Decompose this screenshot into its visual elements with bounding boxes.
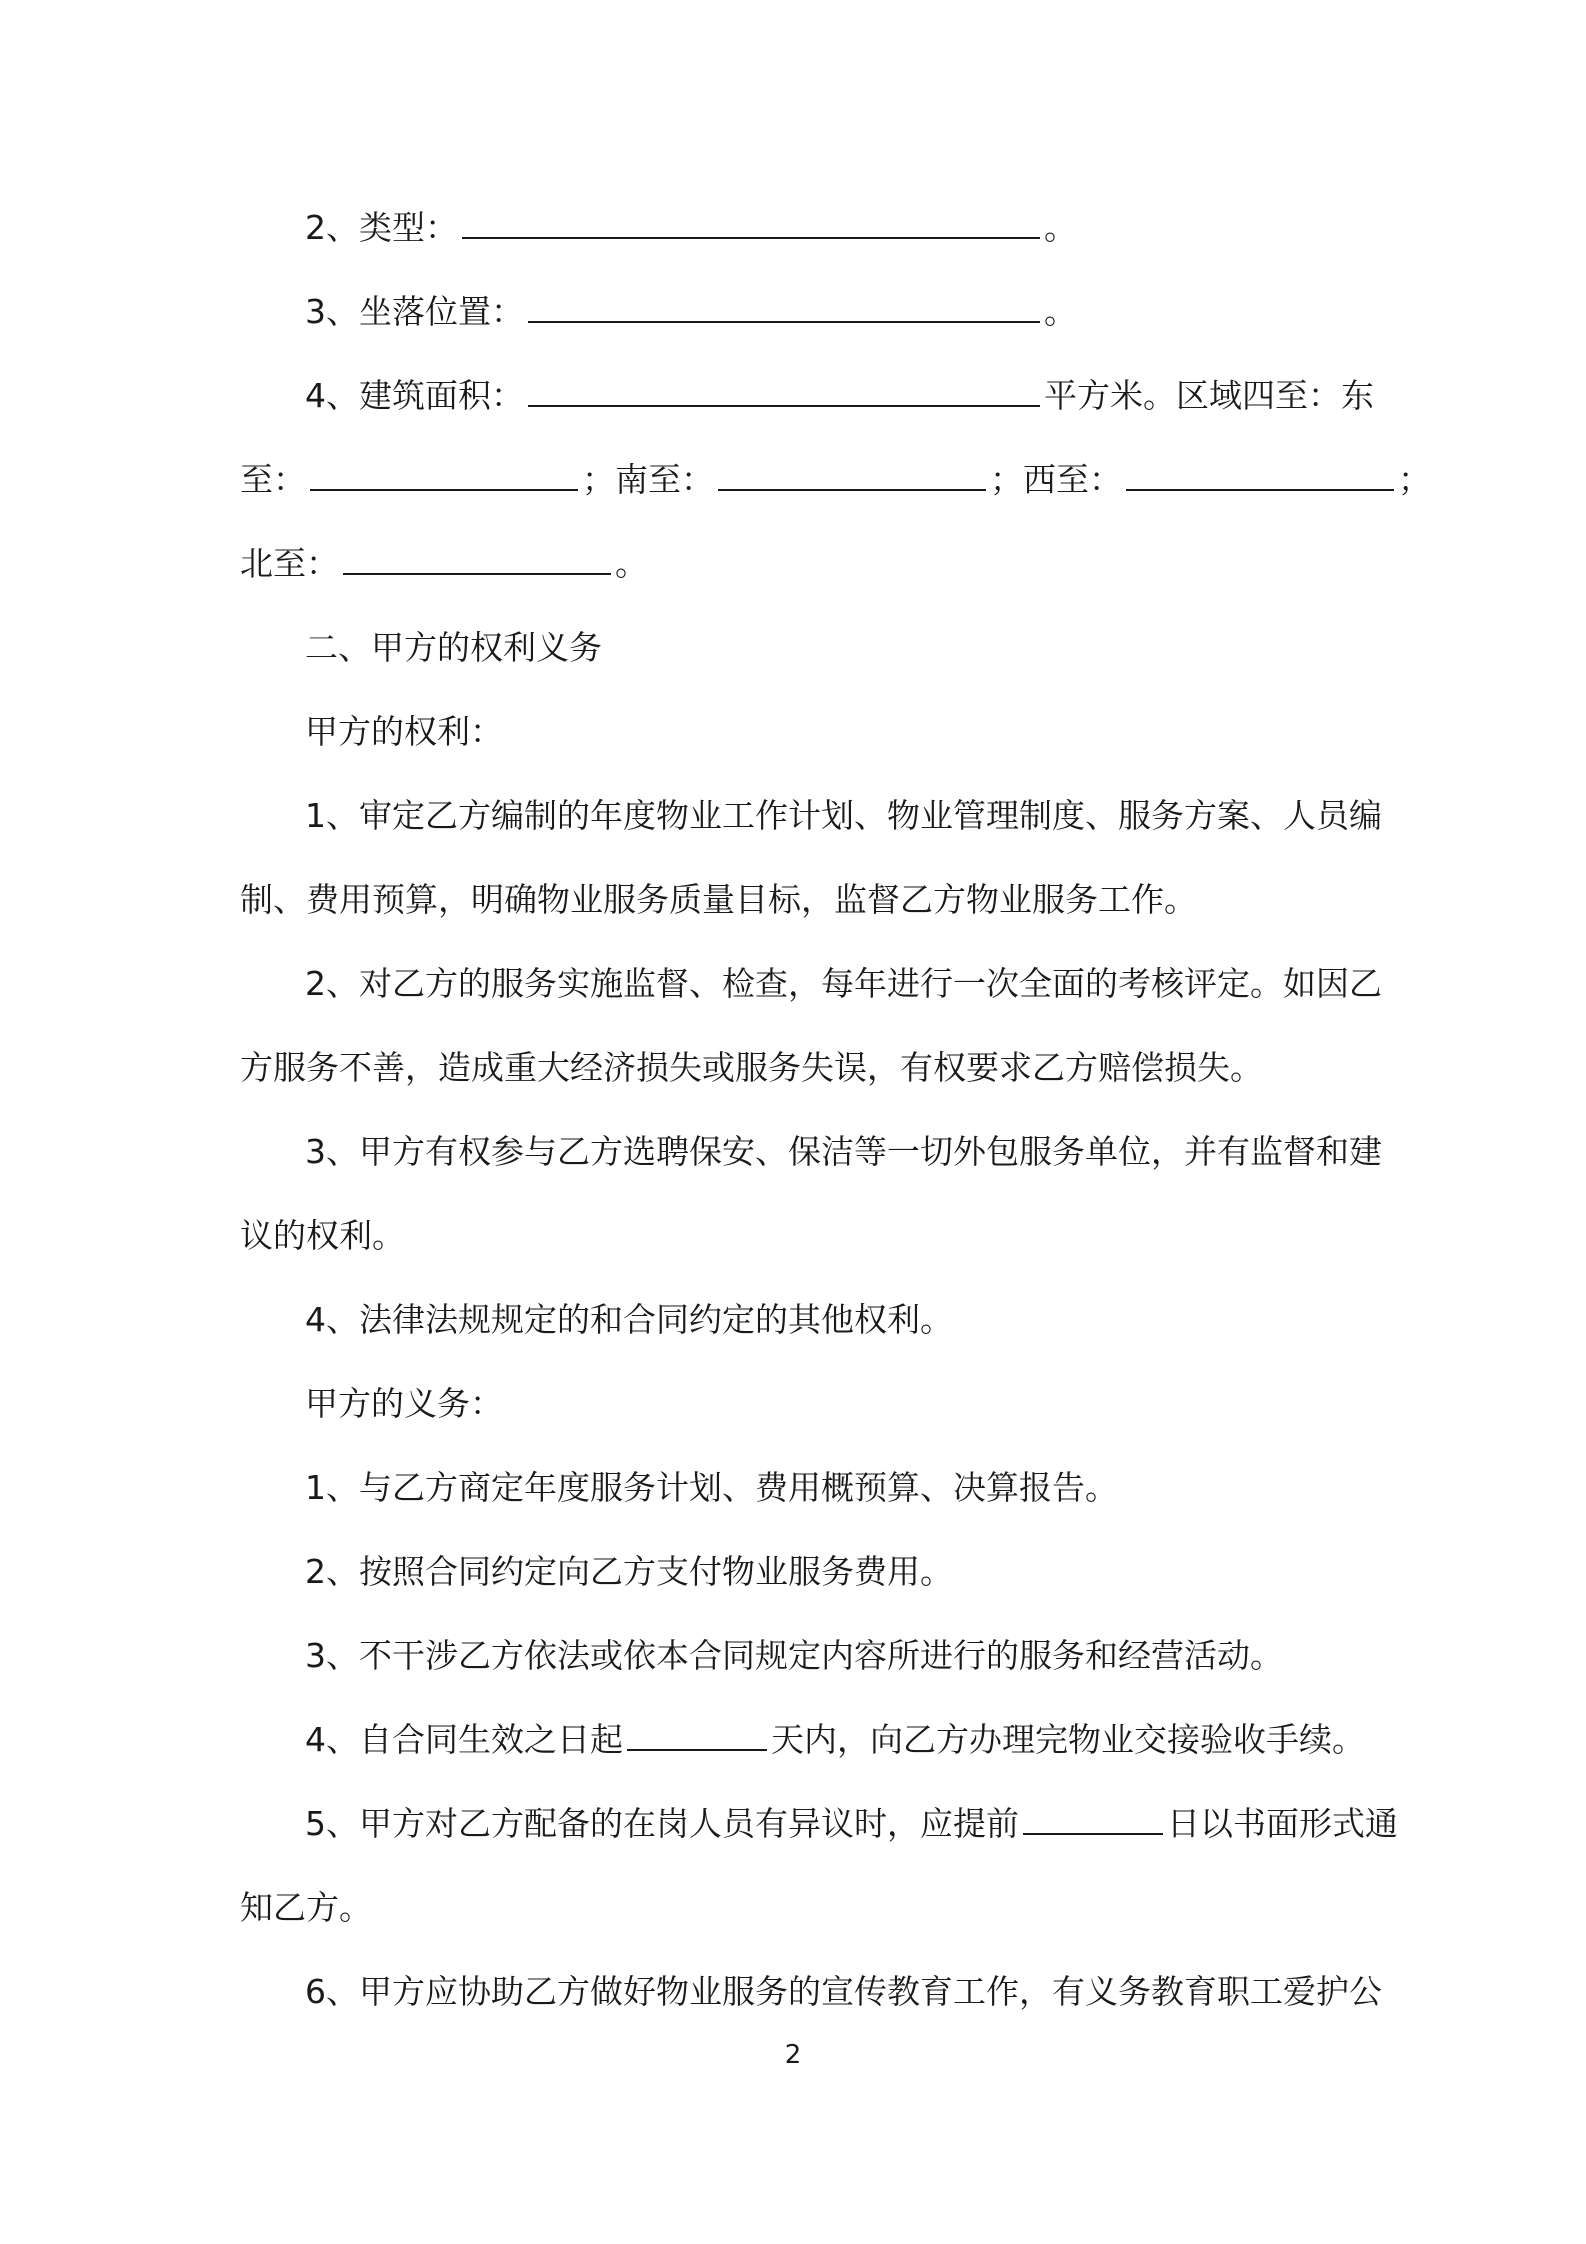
- paragraph-line: 3、不干涉乙方依法或依本合同规定内容所进行的服务和经营活动。: [305, 1636, 1283, 1675]
- east-blank[interactable]: [310, 459, 578, 491]
- item-area: 4、建筑面积： 平方米。区域四至：东: [305, 376, 1374, 415]
- paragraph-line: 3、甲方有权参与乙方选聘保安、保洁等一切外包服务单位，并有监督和建: [305, 1132, 1382, 1171]
- south-blank[interactable]: [718, 459, 986, 491]
- paragraph-line: 6、甲方应协助乙方做好物业服务的宣传教育工作，有义务教育职工爱护公: [305, 1972, 1382, 2011]
- type-blank[interactable]: [462, 207, 1040, 239]
- paragraph-line: 议的权利。: [240, 1216, 405, 1255]
- north-blank[interactable]: [343, 543, 611, 575]
- paragraph-line: 1、与乙方商定年度服务计划、费用概预算、决算报告。: [305, 1468, 1118, 1507]
- paragraph-line: 5、甲方对乙方配备的在岗人员有异议时，应提前 日以书面形式通: [305, 1804, 1398, 1843]
- paragraph-line: 制、费用预算，明确物业服务质量目标，监督乙方物业服务工作。: [240, 880, 1197, 919]
- section-heading: 二、甲方的权利义务: [305, 628, 602, 667]
- location-blank[interactable]: [528, 291, 1040, 323]
- obligations-heading: 甲方的义务：: [305, 1384, 503, 1423]
- days-blank[interactable]: [627, 1719, 767, 1751]
- rights-heading: 甲方的权利：: [305, 712, 503, 751]
- paragraph-line: 2、按照合同约定向乙方支付物业服务费用。: [305, 1552, 953, 1591]
- west-blank[interactable]: [1126, 459, 1394, 491]
- item-type: 2、类型： 。: [305, 208, 1077, 247]
- item-location: 3、坐落位置： 。: [305, 292, 1077, 331]
- paragraph-line: 1、审定乙方编制的年度物业工作计划、物业管理制度、服务方案、人员编: [305, 796, 1382, 835]
- item-boundaries: 至： ；南至： ；西至： ；: [240, 460, 1431, 499]
- area-blank[interactable]: [528, 375, 1040, 407]
- notice-days-blank[interactable]: [1023, 1803, 1163, 1835]
- paragraph-line: 4、法律法规规定的和合同约定的其他权利。: [305, 1300, 953, 1339]
- paragraph-line: 方服务不善，造成重大经济损失或服务失误，有权要求乙方赔偿损失。: [240, 1048, 1263, 1087]
- paragraph-line: 知乙方。: [240, 1888, 372, 1927]
- item-north: 北至： 。: [240, 544, 648, 583]
- page-number: 2: [784, 2040, 802, 2070]
- paragraph-line: 2、对乙方的服务实施监督、检查，每年进行一次全面的考核评定。如因乙: [305, 964, 1382, 1003]
- paragraph-line: 4、自合同生效之日起 天内，向乙方办理完物业交接验收手续。: [305, 1720, 1365, 1759]
